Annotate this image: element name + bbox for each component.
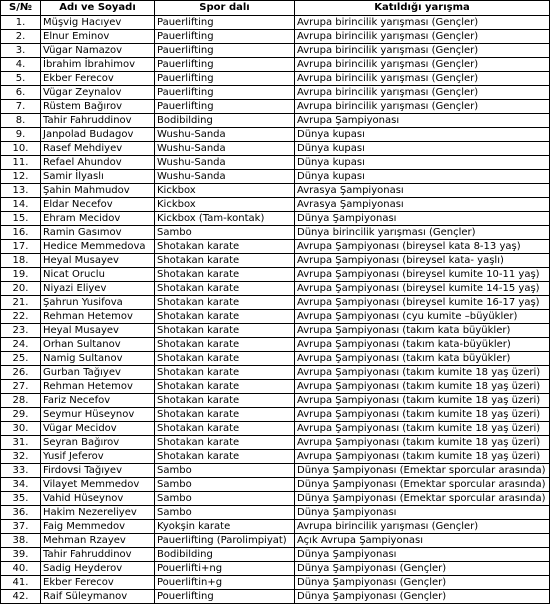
athlete-name-cell: Sadig Heyderov (41, 562, 155, 576)
sport-cell: Kickbox (155, 184, 295, 198)
competition-cell: Avrasya Şampiyonası (295, 184, 550, 198)
table-row (1, 254, 550, 268)
table-row (1, 534, 550, 548)
athlete-name-cell: Seyran Bağırov (41, 436, 155, 450)
sport-cell: Shotakan karate (155, 296, 295, 310)
athlete-name-cell: Yusif Jeferov (41, 450, 155, 464)
competition-cell: Dünya Şampiyonası (295, 212, 550, 226)
row-number-cell: 22. (1, 310, 41, 324)
sport-cell: Bodibilding (155, 548, 295, 562)
sport-cell: Shotakan karate (155, 408, 295, 422)
table-row (1, 282, 550, 296)
athlete-name-cell: Rehman Hetemov (41, 310, 155, 324)
table-row (1, 436, 550, 450)
athlete-name-cell: Seymur Hüseynov (41, 408, 155, 422)
sport-cell: Shotakan karate (155, 394, 295, 408)
competition-cell: Avrupa Şampiyonası (cyu kumite –büyükler) (295, 310, 550, 324)
row-number-cell: 26. (1, 366, 41, 380)
table-row (1, 394, 550, 408)
table-row (1, 100, 550, 114)
table-row (1, 310, 550, 324)
athlete-name-cell: Şahin Mahmudov (41, 184, 155, 198)
athlete-name-cell: Vilayet Memmedov (41, 478, 155, 492)
table-body (1, 16, 550, 604)
row-number-cell: 21. (1, 296, 41, 310)
sport-cell: Kickbox (Tam-kontak) (155, 212, 295, 226)
sport-cell: Sambo (155, 492, 295, 506)
row-number-cell: 8. (1, 114, 41, 128)
row-number-cell: 15. (1, 212, 41, 226)
sport-cell: Pauerlifting (155, 16, 295, 30)
sport-cell: Pauerlifting (155, 30, 295, 44)
competition-cell: Avrupa Şampiyonası (takım kata büyükler) (295, 324, 550, 338)
row-number-cell: 1. (1, 16, 41, 30)
row-number-cell: 34. (1, 478, 41, 492)
competition-cell: Avrupa Şampiyonası (takım kumite 18 yaş üzeri) (295, 408, 550, 422)
athlete-name-cell: Müşvig Hacıyev (41, 16, 155, 30)
row-number-cell: 25. (1, 352, 41, 366)
athlete-name-cell: Rasef Mehdiyev (41, 142, 155, 156)
row-number-cell: 33. (1, 464, 41, 478)
sport-cell: Pauerlifting (155, 100, 295, 114)
athlete-name-cell: İbrahim İbrahimov (41, 58, 155, 72)
sport-cell: Pouerliftin+g (155, 576, 295, 590)
row-number-cell: 9. (1, 128, 41, 142)
competition-cell: Açık Avrupa Şampiyonası (295, 534, 550, 548)
athlete-name-cell: Heyal Musayev (41, 254, 155, 268)
table-row (1, 170, 550, 184)
competition-cell: Avrupa birincilik yarışması (Gençler) (295, 58, 550, 72)
athlete-name-cell: Vügar Zeynalov (41, 86, 155, 100)
table-row (1, 408, 550, 422)
row-number-cell: 3. (1, 44, 41, 58)
athlete-name-cell: Vahid Hüseynov (41, 492, 155, 506)
competition-cell: Avrupa Şampiyonası (295, 114, 550, 128)
athlete-name-cell: Ehram Mecidov (41, 212, 155, 226)
athlete-name-cell: Rüstem Bağırov (41, 100, 155, 114)
athlete-name-cell: Vügar Mecidov (41, 422, 155, 436)
row-number-cell: 32. (1, 450, 41, 464)
sport-cell: Shotakan karate (155, 338, 295, 352)
athlete-name-cell: Tahir Fahruddinov (41, 548, 155, 562)
table-row (1, 548, 550, 562)
athlete-name-cell: Orhan Sultanov (41, 338, 155, 352)
table-row (1, 422, 550, 436)
competition-cell: Avrupa Şampiyonası (takım kata büyükler) (295, 352, 550, 366)
competition-cell: Avrupa birincilik yarışması (Gençler) (295, 44, 550, 58)
header-sport: Spor dalı (155, 1, 295, 16)
competition-cell: Dünya kupası (295, 128, 550, 142)
athlete-name-cell: Niyazi Eliyev (41, 282, 155, 296)
table-row (1, 30, 550, 44)
sport-cell: Bodibilding (155, 114, 295, 128)
row-number-cell: 28. (1, 394, 41, 408)
row-number-cell: 36. (1, 506, 41, 520)
athlete-name-cell: Nicat Oruclu (41, 268, 155, 282)
competition-cell: Avrupa Şampiyonası (bireysel kumite 16-17 yaş) (295, 296, 550, 310)
sport-cell: Pouerlifti+ng (155, 562, 295, 576)
competition-cell: Avrupa birincilik yarışması (Gençler) (295, 100, 550, 114)
sport-cell: Wushu-Sanda (155, 156, 295, 170)
sport-cell: Shotakan karate (155, 282, 295, 296)
table-row (1, 268, 550, 282)
row-number-cell: 24. (1, 338, 41, 352)
sport-cell: Sambo (155, 478, 295, 492)
competition-cell: Avrupa Şampiyonası (bireysel kata- yaşlı) (295, 254, 550, 268)
sport-cell: Sambo (155, 464, 295, 478)
table-row (1, 58, 550, 72)
competition-cell: Avrupa Şampiyonası (takım kumite 18 yaş üzeri) (295, 394, 550, 408)
athlete-name-cell: Fariz Necefov (41, 394, 155, 408)
table-row (1, 478, 550, 492)
athlete-name-cell: Şahrun Yusifova (41, 296, 155, 310)
athlete-name-cell: Ekber Ferecov (41, 576, 155, 590)
row-number-cell: 16. (1, 226, 41, 240)
competition-cell: Dünya kupası (295, 142, 550, 156)
table-row (1, 156, 550, 170)
row-number-cell: 31. (1, 436, 41, 450)
row-number-cell: 23. (1, 324, 41, 338)
row-number-cell: 14. (1, 198, 41, 212)
table-row (1, 464, 550, 478)
sport-cell: Shotakan karate (155, 436, 295, 450)
athlete-name-cell: Hakim Nezereliyev (41, 506, 155, 520)
sport-cell: Shotakan karate (155, 450, 295, 464)
table-row (1, 380, 550, 394)
row-number-cell: 40. (1, 562, 41, 576)
sport-cell: Shotakan karate (155, 352, 295, 366)
competition-cell: Dünya Şampiyonası (Emektar sporcular arasında) (295, 478, 550, 492)
sport-cell: Shotakan karate (155, 240, 295, 254)
table-row (1, 16, 550, 30)
competition-cell: Dünya kupası (295, 156, 550, 170)
competition-cell: Dünya Şampiyonası (295, 548, 550, 562)
table-row (1, 226, 550, 240)
athlete-name-cell: Refael Ahundov (41, 156, 155, 170)
athlete-name-cell: Firdovsi Tağıyev (41, 464, 155, 478)
competition-cell: Avrasya Şampiyonası (295, 198, 550, 212)
athlete-name-cell: Hedice Memmedova (41, 240, 155, 254)
competition-cell: Dünya kupası (295, 170, 550, 184)
table-row (1, 506, 550, 520)
sport-cell: Kyokşin karate (155, 520, 295, 534)
table-row (1, 492, 550, 506)
table-row (1, 142, 550, 156)
sport-cell: Shotakan karate (155, 310, 295, 324)
row-number-cell: 39. (1, 548, 41, 562)
row-number-cell: 11. (1, 156, 41, 170)
row-number-cell: 29. (1, 408, 41, 422)
athlete-name-cell: Elnur Eminov (41, 30, 155, 44)
row-number-cell: 30. (1, 422, 41, 436)
competition-cell: Dünya Şampiyonası (Gençler) (295, 590, 550, 604)
table-row (1, 296, 550, 310)
athlete-name-cell: Tahir Fahruddinov (41, 114, 155, 128)
sport-cell: Shotakan karate (155, 268, 295, 282)
row-number-cell: 12. (1, 170, 41, 184)
sport-cell: Wushu-Sanda (155, 142, 295, 156)
competition-cell: Avrupa Şampiyonası (takım kumite 18 yaş üzeri) (295, 436, 550, 450)
row-number-cell: 35. (1, 492, 41, 506)
table-row (1, 86, 550, 100)
athlete-name-cell: Namig Sultanov (41, 352, 155, 366)
row-number-cell: 4. (1, 58, 41, 72)
row-number-cell: 6. (1, 86, 41, 100)
athlete-name-cell: Samir İlyaslı (41, 170, 155, 184)
table-row (1, 240, 550, 254)
sport-cell: Sambo (155, 226, 295, 240)
competition-cell: Avrupa Şampiyonası (takım kata-büyükler) (295, 338, 550, 352)
competition-cell: Avrupa Şampiyonası (takım kumite 18 yaş üzeri) (295, 380, 550, 394)
competition-cell: Avrupa Şampiyonası (bireysel kumite 10-11 yaş) (295, 268, 550, 282)
competition-cell: Avrupa birincilik yarışması (Gençler) (295, 520, 550, 534)
table-row (1, 590, 550, 604)
row-number-cell: 27. (1, 380, 41, 394)
sport-cell: Pauerlifting (155, 72, 295, 86)
sport-cell: Pouerlifting (155, 590, 295, 604)
competition-cell: Avrupa birincilik yarışması (Gençler) (295, 86, 550, 100)
table-row (1, 450, 550, 464)
competition-cell: Avrupa Şampiyonası (bireysel kata 8-13 yaş) (295, 240, 550, 254)
sport-cell: Pauerlifting (155, 44, 295, 58)
row-number-cell: 37. (1, 520, 41, 534)
row-number-cell: 10. (1, 142, 41, 156)
athlete-name-cell: Janpolad Budagov (41, 128, 155, 142)
sport-cell: Shotakan karate (155, 422, 295, 436)
row-number-cell: 5. (1, 72, 41, 86)
athlete-name-cell: Rehman Hetemov (41, 380, 155, 394)
table-row (1, 352, 550, 366)
table-row (1, 44, 550, 58)
athlete-name-cell: Ramin Gasımov (41, 226, 155, 240)
athlete-name-cell: Faig Memmedov (41, 520, 155, 534)
sport-cell: Wushu-Sanda (155, 128, 295, 142)
row-number-cell: 19. (1, 268, 41, 282)
row-number-cell: 2. (1, 30, 41, 44)
competition-cell: Dünya Şampiyonası (295, 506, 550, 520)
table-row (1, 72, 550, 86)
sport-cell: Shotakan karate (155, 254, 295, 268)
sport-cell: Pauerlifting (155, 86, 295, 100)
sport-cell: Pauerlifting (155, 58, 295, 72)
athlete-name-cell: Raif Süleymanov (41, 590, 155, 604)
sport-cell: Shotakan karate (155, 380, 295, 394)
athlete-name-cell: Ekber Ferecov (41, 72, 155, 86)
competition-cell: Dünya Şampiyonası (Emektar sporcular arasında) (295, 464, 550, 478)
row-number-cell: 20. (1, 282, 41, 296)
sport-cell: Kickbox (155, 198, 295, 212)
row-number-cell: 7. (1, 100, 41, 114)
sport-cell: Shotakan karate (155, 366, 295, 380)
table-row (1, 520, 550, 534)
competition-cell: Dünya Şampiyonası (Gençler) (295, 562, 550, 576)
table-header-row (1, 1, 550, 16)
table-row (1, 576, 550, 590)
row-number-cell: 41. (1, 576, 41, 590)
sport-cell: Sambo (155, 506, 295, 520)
table-row (1, 562, 550, 576)
sport-cell: Wushu-Sanda (155, 170, 295, 184)
competition-cell: Dünya Şampiyonası (Emektar sporcular arasında) (295, 492, 550, 506)
sport-cell: Pauerlifting (Parolimpiyat) (155, 534, 295, 548)
competition-cell: Avrupa birincilik yarışması (Gençler) (295, 30, 550, 44)
row-number-cell: 17. (1, 240, 41, 254)
competition-cell: Dünya birincilik yarışması (Gençler) (295, 226, 550, 240)
competition-cell: Avrupa Şampiyonası (bireysel kumite 14-15 yaş) (295, 282, 550, 296)
competition-cell: Avrupa Şampiyonası (takım kumite 18 yaş üzeri) (295, 450, 550, 464)
header-event: Katıldığı yarışma (295, 1, 550, 16)
athlete-name-cell: Heyal Musayev (41, 324, 155, 338)
row-number-cell: 18. (1, 254, 41, 268)
table-row (1, 212, 550, 226)
competition-cell: Avrupa birincilik yarışması (Gençler) (295, 72, 550, 86)
row-number-cell: 42. (1, 590, 41, 604)
athlete-name-cell: Vügar Namazov (41, 44, 155, 58)
athlete-name-cell: Eldar Necefov (41, 198, 155, 212)
competition-cell: Avrupa Şampiyonası (takım kumite 18 yaş üzeri) (295, 366, 550, 380)
table-row (1, 338, 550, 352)
table-row (1, 128, 550, 142)
competition-cell: Avrupa Şampiyonası (takım kumite 18 yaş üzeri) (295, 422, 550, 436)
sport-cell: Shotakan karate (155, 324, 295, 338)
header-number: S/№ (1, 1, 41, 16)
row-number-cell: 13. (1, 184, 41, 198)
table-row (1, 114, 550, 128)
competition-cell: Avrupa birincilik yarışması (Gençler) (295, 16, 550, 30)
table-row (1, 198, 550, 212)
table-row (1, 184, 550, 198)
row-number-cell: 38. (1, 534, 41, 548)
athlete-name-cell: Mehman Rzayev (41, 534, 155, 548)
table-row (1, 324, 550, 338)
table-row (1, 366, 550, 380)
header-name: Adı ve Soyadı (41, 1, 155, 16)
athlete-name-cell: Gurban Tağıyev (41, 366, 155, 380)
competition-cell: Dünya Şampiyonası (Gençler) (295, 576, 550, 590)
